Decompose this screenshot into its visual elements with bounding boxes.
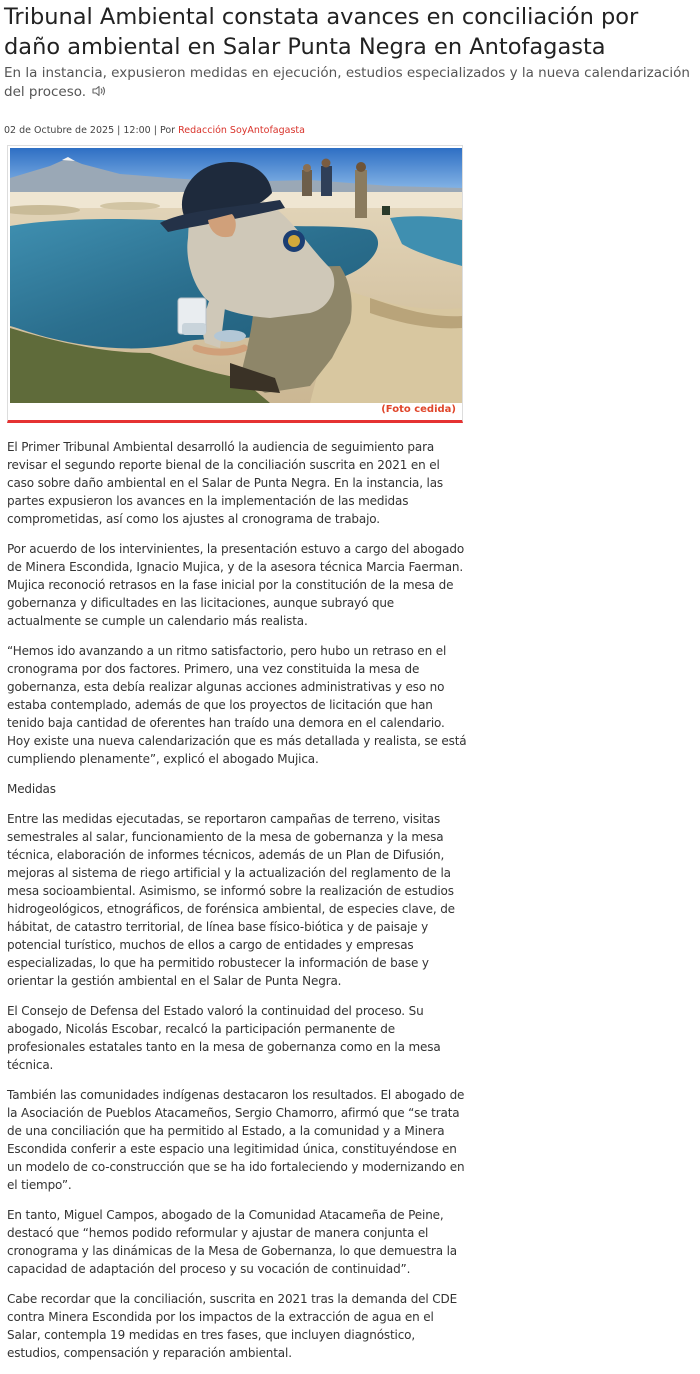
- section-heading-medidas: Medidas: [7, 782, 56, 796]
- paragraph-9: Cabe recordar que la conciliación, suscrita en 2021 tras la demanda del CDE contra Minera Escondida por los impactos de la extracción de agua en el Salar, contempla 19 medidas en tres fases, que incluyen diagnóstico, estudios, compensación y reparación ambiental.: [7, 1292, 458, 1360]
- article-photo: [10, 148, 462, 403]
- article-date: 02 de Octubre de 2025 | 12:00 | Por: [4, 125, 176, 136]
- paragraph-2: Por acuerdo de los intervinientes, la presentación estuvo a cargo del abogado de Minera Escondida, Ignacio Mujica, y de la asesora técnica Marcia Faerman. Mujica reconoció retrasos en la fase inicial por la constitución de la mesa de gobernanza y dificultades en las licitaciones, aunque subrayó que actualmente se cumple un calendario más realista.: [7, 542, 465, 628]
- article-figure: [7, 145, 463, 423]
- article-meta: [4, 124, 504, 138]
- speaker-icon[interactable]: [92, 85, 107, 99]
- photo-caption: (Foto cedida): [381, 404, 456, 415]
- paragraph-8: En tanto, Miguel Campos, abogado de la Comunidad Atacameña de Peine, destacó que “hemos podido reformular y ajustar de manera conjunta el cronograma y las dinámicas de la Mesa de Gobernanza, lo que demuestra la capacidad de adaptación del proceso y su vocación de continuidad”.: [7, 1208, 457, 1276]
- paragraph-3: “Hemos ido avanzando a un ritmo satisfactorio, pero hubo un retraso en el cronograma por dos factores. Primero, una vez constituida la mesa de gobernanza, esta debía realizar algunas acciones administrativas y eso no estaba contemplado, además de que los proyectos de licitación que han tenido baja cantidad de oferentes han traído una demora en el calendario. Hoy existe una nueva calendarización que es más detallada y realista, se está cumpliendo plenamente”, explicó el abogado Mujica.: [7, 644, 467, 766]
- article-body: [7, 438, 467, 1374]
- subtitle-text: En la instancia, expusieron medidas en ejecución, estudios especializados y la nueva calendarización del proceso.: [4, 65, 690, 100]
- author-link[interactable]: Redacción SoyAntofagasta: [178, 125, 305, 136]
- article-headline: Tribunal Ambiental constata avances en conciliación por daño ambiental en Salar Punta Negra en Antofagasta: [4, 4, 639, 60]
- paragraph-6: El Consejo de Defensa del Estado valoró la continuidad del proceso. Su abogado, Nicolás Escobar, recalcó la participación permanente de profesionales estatales tanto en la mesa de gobernanza como en la mesa técnica.: [7, 1004, 441, 1072]
- paragraph-1: El Primer Tribunal Ambiental desarrolló la audiencia de seguimiento para revisar el segundo reporte bienal de la conciliación suscrita en 2021 en el caso sobre daño ambiental en el Salar de Punta Negra. En la instancia, las partes expusieron los avances en la implementación de las medidas comprometidas, así como los ajustes al cronograma de trabajo.: [7, 440, 444, 526]
- article-subtitle: [4, 64, 694, 102]
- paragraph-7: También las comunidades indígenas destacaron los resultados. El abogado de la Asociación de Pueblos Atacameños, Sergio Chamorro, afirmó que “se trata de una conciliación que ha permitido al Estado, a la comunidad y a Minera Escondida conferir a este espacio una legitimidad única, constituyéndose en un modelo de co-construcción que se ha ido fortaleciendo y modernizando en el tiempo”.: [7, 1088, 465, 1192]
- paragraph-5: Entre las medidas ejecutadas, se reportaron campañas de terreno, visitas semestrales al salar, funcionamiento de la mesa de gobernanza y la mesa técnica, elaboración de informes técnicos, además de un Plan de Difusión, mejoras al sistema de riego artificial y la actualización del reglamento de la mesa socioambiental. Asimismo, se informó sobre la realización de estudios hidrogeológicos, etnográficos, de forénsica ambiental, de especies clave, de hábitat, de catastro territorial, de línea base físico-biótica y de paisaje y potencial turístico, muchos de ellos a cargo de entidades y empresas especializadas, lo que ha permitido robustecer la información de base y orientar la gestión ambiental en el Salar de Punta Negra.: [7, 812, 455, 988]
